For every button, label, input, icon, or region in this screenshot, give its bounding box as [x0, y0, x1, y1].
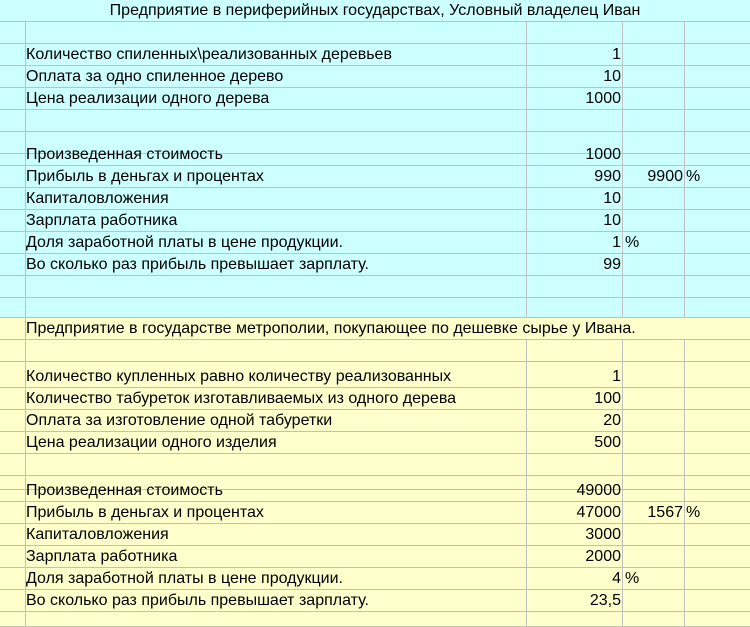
row-label: Произведенная стоимость — [26, 482, 223, 499]
row-value: 2000 — [585, 548, 621, 565]
percent-sign: % — [625, 570, 640, 587]
percent-sign: % — [625, 234, 640, 251]
empty-row[interactable] — [0, 276, 750, 298]
table-row[interactable] — [0, 388, 750, 410]
row-label: Количество табуреток изготавливаемых из одного дерева — [26, 390, 457, 407]
row-value: 1000 — [585, 146, 621, 163]
row-label: Цена реализации одного изделия — [26, 434, 277, 451]
table-row[interactable] — [0, 502, 750, 524]
row-label: Оплата за одно спиленное дерево — [26, 68, 284, 85]
title-row[interactable] — [0, 318, 750, 340]
percent-sign: % — [686, 504, 701, 521]
row-label: Зарплата работника — [26, 548, 178, 565]
row-label: Прибыль в деньгах и процентах — [26, 168, 264, 185]
row-value: 10 — [603, 212, 621, 229]
table-row[interactable] — [0, 546, 750, 568]
row-label: Доля заработной платы в цене продукции. — [26, 234, 343, 251]
title-row[interactable] — [0, 0, 750, 22]
row-value: 10 — [603, 190, 621, 207]
table-row[interactable] — [0, 188, 750, 210]
row-value: 1000 — [585, 90, 621, 107]
table-row[interactable] — [0, 144, 750, 166]
table-row[interactable] — [0, 166, 750, 188]
table-row[interactable] — [0, 254, 750, 276]
row-value: 4 — [612, 570, 621, 587]
table-row[interactable] — [0, 524, 750, 546]
row-value: 1 — [612, 368, 621, 385]
table-row[interactable] — [0, 480, 750, 502]
row-label: Доля заработной платы в цене продукции. — [26, 570, 343, 587]
row-label: Цена реализации одного дерева — [26, 90, 270, 107]
row-value: 49000 — [576, 482, 621, 499]
row-label: Зарплата работника — [26, 212, 178, 229]
table-row[interactable] — [0, 568, 750, 590]
table-row[interactable] — [0, 410, 750, 432]
row-label: Количество спиленных\реализованных деревьев — [26, 46, 392, 63]
empty-row[interactable] — [0, 22, 750, 44]
row-value: 100 — [594, 390, 621, 407]
table-row[interactable] — [0, 88, 750, 110]
percent-sign: % — [686, 168, 701, 185]
table-row[interactable] — [0, 590, 750, 612]
empty-row[interactable] — [0, 612, 750, 627]
empty-row[interactable] — [0, 298, 750, 318]
table-row[interactable] — [0, 66, 750, 88]
row-percent-value: 1567 — [647, 504, 683, 521]
row-value: 500 — [594, 434, 621, 451]
row-value: 1 — [612, 234, 621, 251]
empty-row[interactable] — [0, 110, 750, 132]
section-title: Предприятие в периферийных государствах, Условный владелец Иван — [0, 0, 750, 21]
row-value: 47000 — [576, 504, 621, 521]
row-percent-value: 9900 — [647, 168, 683, 185]
row-label: Во сколько раз прибыль превышает зарплату. — [26, 256, 369, 273]
row-value: 20 — [603, 412, 621, 429]
row-value: 10 — [603, 68, 621, 85]
table-row[interactable] — [0, 366, 750, 388]
table-row[interactable] — [0, 44, 750, 66]
table-row[interactable] — [0, 210, 750, 232]
row-label: Произведенная стоимость — [26, 146, 223, 163]
row-value: 1 — [612, 46, 621, 63]
row-value: 99 — [603, 256, 621, 273]
row-label: Капиталовложения — [26, 190, 169, 207]
section-title: Предприятие в государстве метрополии, покупающее по дешевке сырье у Ивана. — [26, 318, 746, 339]
row-label: Оплата за изготовление одной табуретки — [26, 412, 333, 429]
table-row[interactable] — [0, 232, 750, 254]
row-value: 3000 — [585, 526, 621, 543]
row-label: Количество купленных равно количеству реализованных — [26, 368, 452, 385]
row-label: Во сколько раз прибыль превышает зарплату. — [26, 592, 369, 609]
row-value: 990 — [594, 168, 621, 185]
row-label: Прибыль в деньгах и процентах — [26, 504, 264, 521]
row-value: 23,5 — [589, 592, 621, 609]
row-label: Капиталовложения — [26, 526, 169, 543]
table-row[interactable] — [0, 432, 750, 454]
empty-row[interactable] — [0, 340, 750, 362]
section-metropolis — [0, 318, 750, 627]
